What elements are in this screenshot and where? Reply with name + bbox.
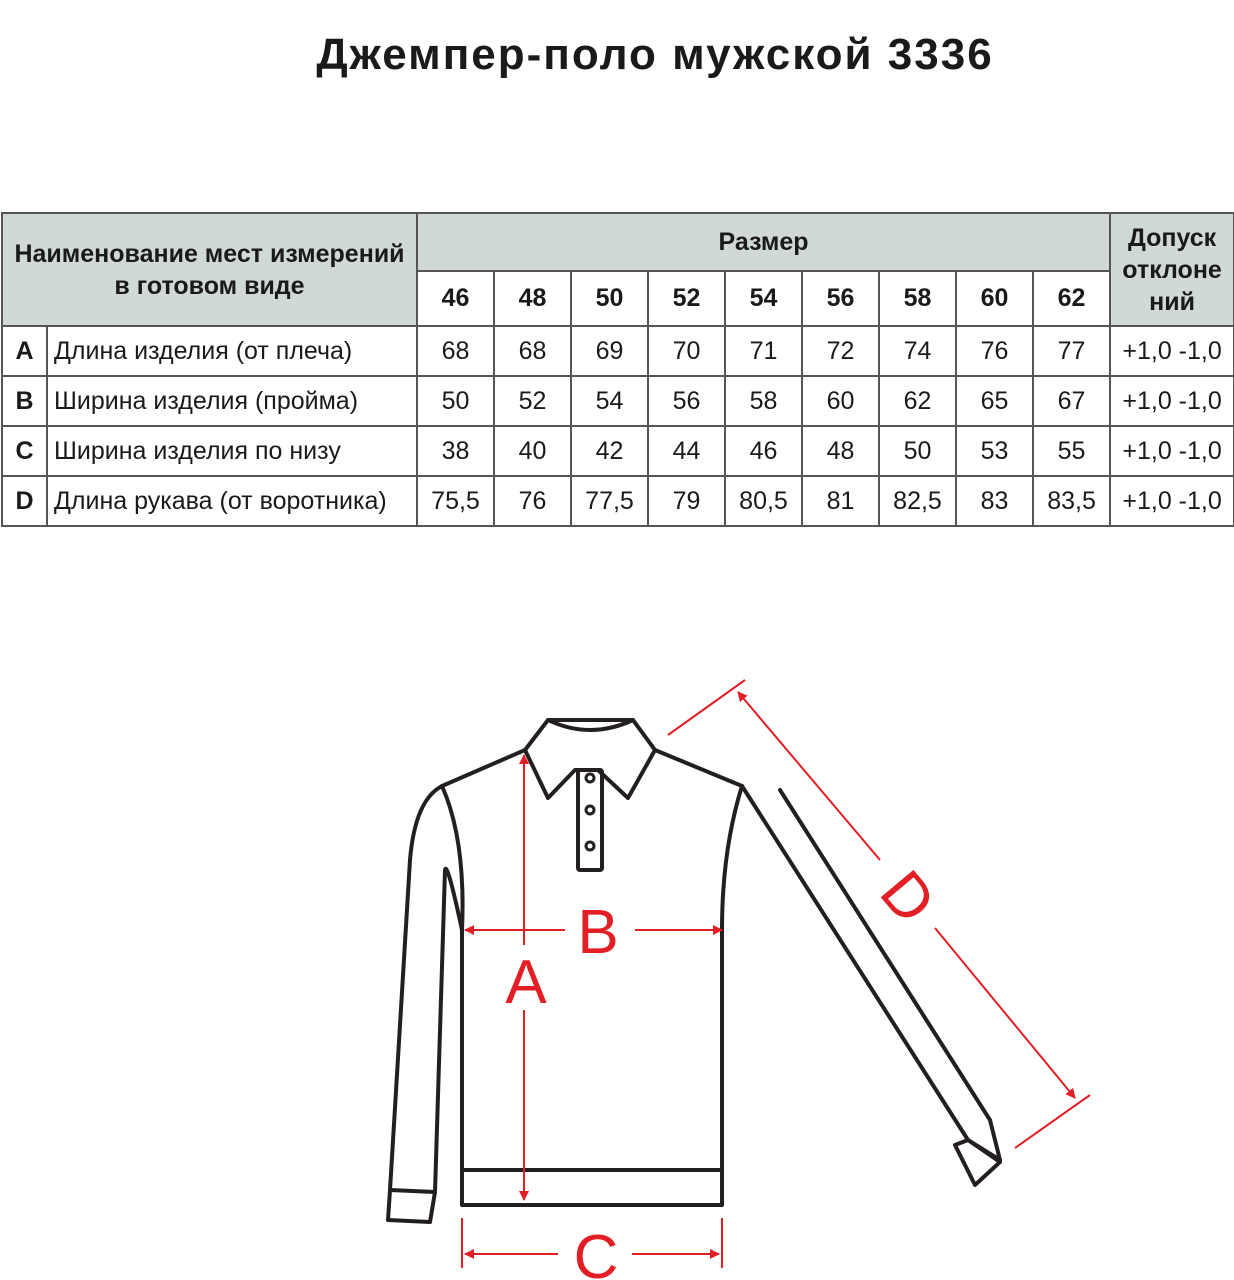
placket-buttons xyxy=(586,774,594,850)
size-cell: 56 xyxy=(802,271,879,326)
right-sleeve-outline xyxy=(742,786,1000,1160)
value-cell: 53 xyxy=(956,426,1033,476)
tolerance-cell: +1,0 -1,0 xyxy=(1110,376,1234,426)
row-name: Длина рукава (от воротника) xyxy=(47,476,417,526)
row-code: A xyxy=(2,326,47,376)
measurement-markers xyxy=(462,680,1090,1268)
value-cell: 68 xyxy=(494,326,571,376)
row-code: D xyxy=(2,476,47,526)
value-cell: 56 xyxy=(648,376,725,426)
value-cell: 65 xyxy=(956,376,1033,426)
measurement-labels xyxy=(505,858,948,1280)
value-cell: 50 xyxy=(879,426,956,476)
tolerance-header: Допуск отклоне ний xyxy=(1110,213,1234,326)
value-cell: 76 xyxy=(956,326,1033,376)
value-cell: 71 xyxy=(725,326,802,376)
polo-outline xyxy=(388,720,1000,1222)
row-code: C xyxy=(2,426,47,476)
waistband-outline xyxy=(462,1170,722,1205)
value-cell: 74 xyxy=(879,326,956,376)
value-cell: 42 xyxy=(571,426,648,476)
value-cell: 67 xyxy=(1033,376,1110,426)
value-cell: 75,5 xyxy=(417,476,494,526)
left-sleeve-outline xyxy=(390,786,462,1192)
value-cell: 58 xyxy=(725,376,802,426)
value-cell: 82,5 xyxy=(879,476,956,526)
label-c: C xyxy=(573,1223,619,1280)
size-cell: 60 xyxy=(956,271,1033,326)
size-cell: 58 xyxy=(879,271,956,326)
size-cell: 54 xyxy=(725,271,802,326)
size-cell: 62 xyxy=(1033,271,1110,326)
value-cell: 72 xyxy=(802,326,879,376)
size-header: Размер xyxy=(417,213,1110,271)
value-cell: 68 xyxy=(417,326,494,376)
value-cell: 52 xyxy=(494,376,571,426)
value-cell: 83,5 xyxy=(1033,476,1110,526)
measure-d-tick-top xyxy=(668,680,745,735)
value-cell: 60 xyxy=(802,376,879,426)
page-title: Джемпер-поло мужской 3336 xyxy=(316,30,994,79)
label-d: D xyxy=(866,857,949,937)
value-cell: 77 xyxy=(1033,326,1110,376)
label-b: B xyxy=(577,898,619,967)
measurement-name-header: Наименование мест измерений в готовом виде xyxy=(2,213,417,326)
measure-d-line-bottom xyxy=(935,928,1075,1098)
size-cell: 46 xyxy=(417,271,494,326)
row-name: Ширина изделия (пройма) xyxy=(47,376,417,426)
value-cell: 44 xyxy=(648,426,725,476)
value-cell: 76 xyxy=(494,476,571,526)
value-cell: 81 xyxy=(802,476,879,526)
button-icon xyxy=(586,774,594,782)
size-cell: 52 xyxy=(648,271,725,326)
value-cell: 55 xyxy=(1033,426,1110,476)
size-cell: 50 xyxy=(571,271,648,326)
value-cell: 50 xyxy=(417,376,494,426)
value-cell: 54 xyxy=(571,376,648,426)
row-code: B xyxy=(2,376,47,426)
value-cell: 83 xyxy=(956,476,1033,526)
button-icon xyxy=(586,842,594,850)
value-cell: 48 xyxy=(802,426,879,476)
value-cell: 77,5 xyxy=(571,476,648,526)
value-cell: 40 xyxy=(494,426,571,476)
label-a: A xyxy=(505,948,547,1017)
value-cell: 69 xyxy=(571,326,648,376)
tolerance-cell: +1,0 -1,0 xyxy=(1110,476,1234,526)
row-name: Длина изделия (от плеча) xyxy=(47,326,417,376)
placket-outline xyxy=(578,770,602,870)
left-cuff-outline xyxy=(388,1190,435,1222)
value-cell: 62 xyxy=(879,376,956,426)
value-cell: 46 xyxy=(725,426,802,476)
tolerance-cell: +1,0 -1,0 xyxy=(1110,426,1234,476)
tolerance-cell: +1,0 -1,0 xyxy=(1110,326,1234,376)
value-cell: 79 xyxy=(648,476,725,526)
row-name: Ширина изделия по низу xyxy=(47,426,417,476)
value-cell: 38 xyxy=(417,426,494,476)
right-cuff-outline xyxy=(955,1140,1000,1185)
measure-d-tick-bottom xyxy=(1015,1095,1090,1148)
size-cell: 48 xyxy=(494,271,571,326)
value-cell: 80,5 xyxy=(725,476,802,526)
value-cell: 70 xyxy=(648,326,725,376)
button-icon xyxy=(586,806,594,814)
